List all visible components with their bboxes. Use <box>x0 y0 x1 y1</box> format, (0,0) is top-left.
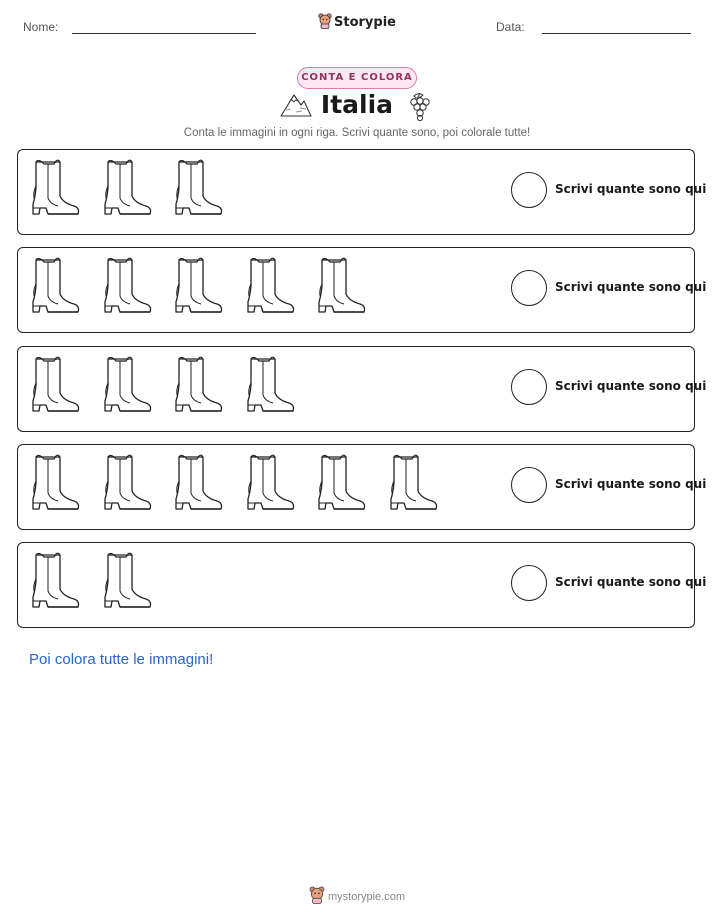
grapes-icon <box>404 90 434 122</box>
answer-circle[interactable] <box>511 565 547 601</box>
cowboy-boot-icon[interactable] <box>102 453 154 518</box>
answer-label: Scrivi quante sono qui <box>555 476 707 491</box>
cowboy-boot-icon[interactable] <box>30 256 82 321</box>
cowboy-boot-icon[interactable] <box>173 453 225 518</box>
answer-circle[interactable] <box>511 467 547 503</box>
cowboy-boot-icon[interactable] <box>245 355 297 420</box>
name-line[interactable] <box>72 33 256 34</box>
cowboy-boot-icon[interactable] <box>102 256 154 321</box>
bear-mascot-icon <box>309 886 325 907</box>
cowboy-boot-icon[interactable] <box>316 453 368 518</box>
counting-row <box>17 247 707 333</box>
cowboy-boot-icon[interactable] <box>245 453 297 518</box>
site-url: mystorypie.com <box>327 891 406 903</box>
cowboy-boot-icon[interactable] <box>102 158 154 223</box>
answer-circle[interactable] <box>511 172 547 208</box>
cowboy-boot-icon[interactable] <box>388 453 440 518</box>
cowboy-boot-icon[interactable] <box>102 355 154 420</box>
cowboy-boot-icon[interactable] <box>30 355 82 420</box>
cowboy-boot-icon[interactable] <box>30 453 82 518</box>
site-footer <box>0 886 714 907</box>
bear-mascot-icon <box>318 13 332 33</box>
counting-row <box>17 542 707 628</box>
answer-circle[interactable] <box>511 369 547 405</box>
date-line[interactable] <box>542 33 691 34</box>
activity-badge: CONTA E COLORA <box>297 67 417 89</box>
instructions: Conta le immagini in ogni riga. Scrivi quante sono, poi colorale tutte! <box>183 127 531 139</box>
answer-label: Scrivi quante sono qui <box>555 182 707 196</box>
cowboy-boot-icon[interactable] <box>173 355 225 420</box>
date-label: Data: <box>496 20 525 34</box>
page-title: Italia <box>320 90 394 119</box>
cowboy-boot-icon[interactable] <box>316 256 368 321</box>
cowboy-boot-icon[interactable] <box>173 256 225 321</box>
counting-row <box>17 444 707 530</box>
cowboy-boot-icon[interactable] <box>30 158 82 223</box>
cowboy-boot-icon[interactable] <box>245 256 297 321</box>
cowboy-boot-icon[interactable] <box>30 551 82 616</box>
brand-logo <box>0 13 714 33</box>
answer-circle[interactable] <box>511 270 547 306</box>
answer-label: Scrivi quante sono qui <box>555 280 707 295</box>
counting-row <box>17 346 707 432</box>
answer-label: Scrivi quante sono qui <box>555 575 707 590</box>
cowboy-boot-icon[interactable] <box>173 158 225 223</box>
counting-row <box>17 149 707 235</box>
cowboy-boot-icon[interactable] <box>102 551 154 616</box>
brand-name: Storypie <box>334 15 396 30</box>
footer-instruction: Poi colora tutte le immagini! <box>29 651 214 668</box>
name-label: Nome: <box>23 20 59 34</box>
answer-label: Scrivi quante sono qui <box>555 378 707 393</box>
